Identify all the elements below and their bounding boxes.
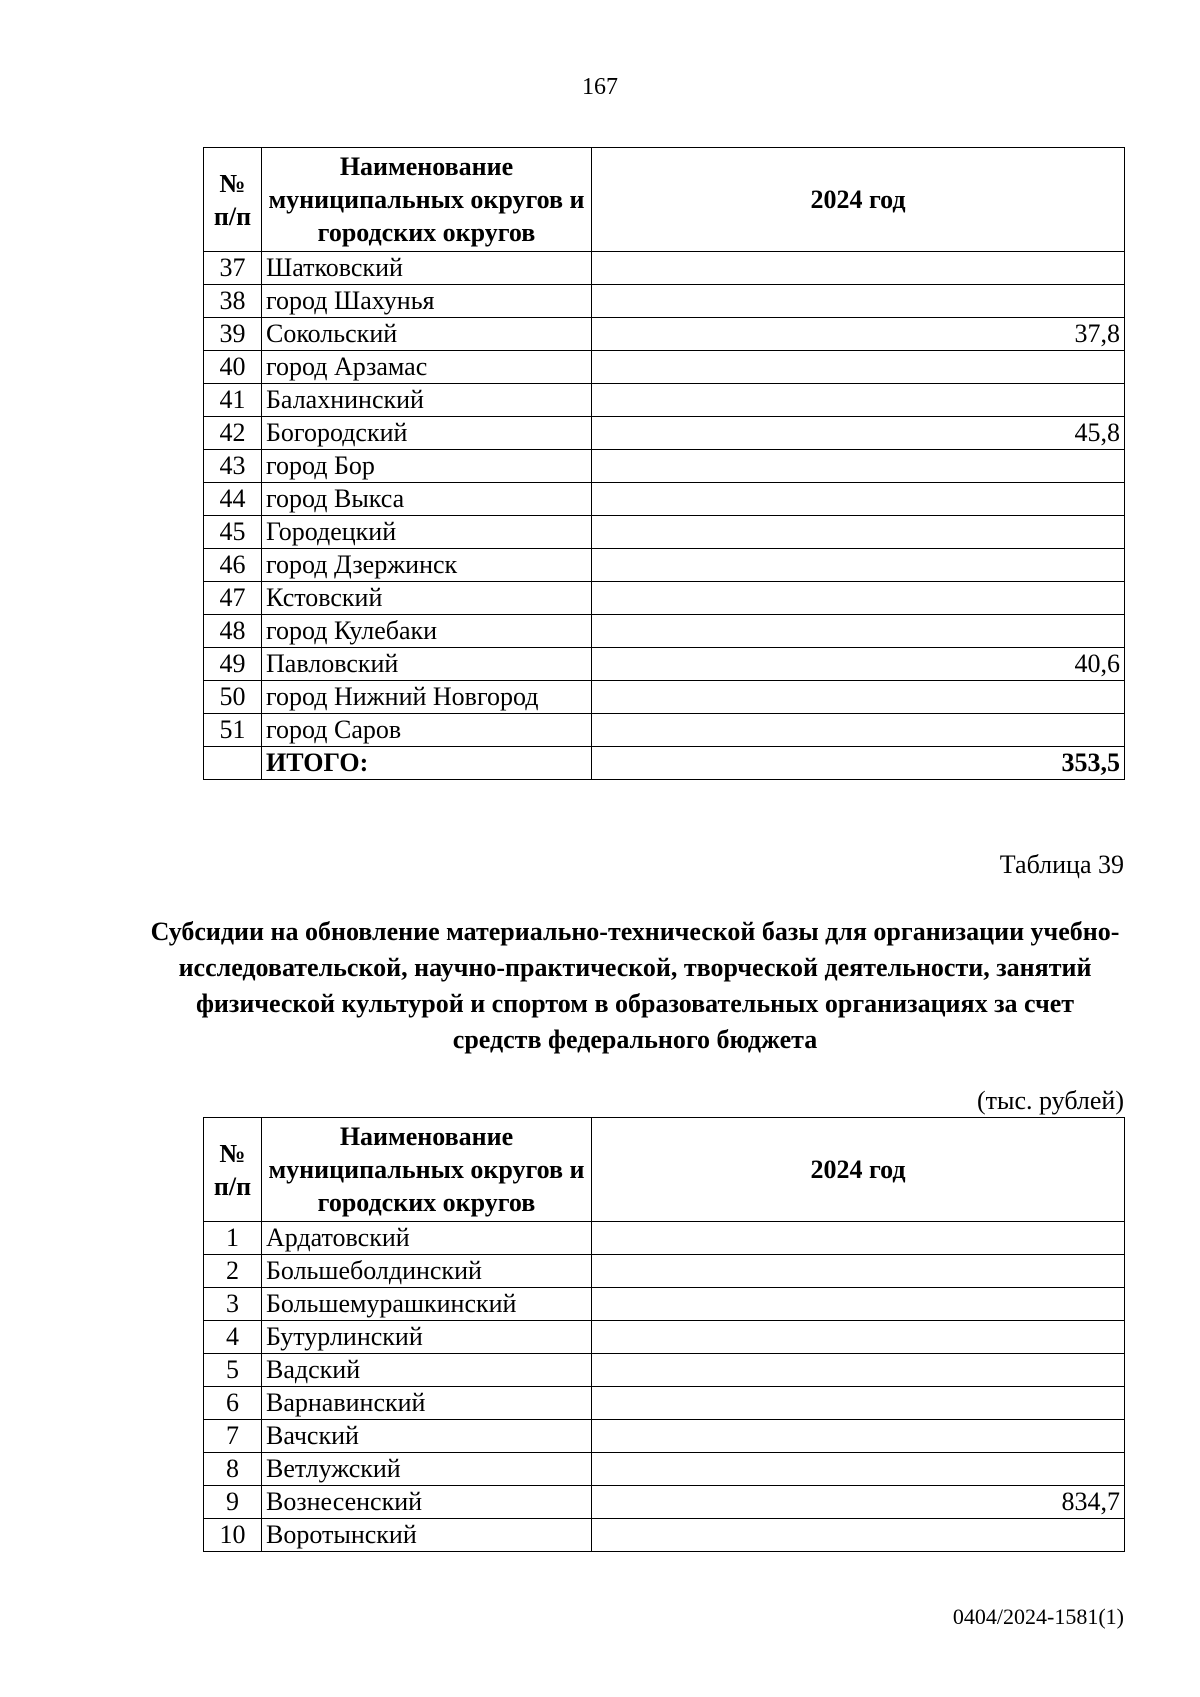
total-value: 353,5	[592, 747, 1125, 780]
row-name: город Арзамас	[262, 351, 592, 384]
row-num: 38	[204, 285, 262, 318]
row-name: Воротынский	[262, 1519, 592, 1552]
row-num: 49	[204, 648, 262, 681]
table-row	[204, 450, 1125, 483]
row-num: 44	[204, 483, 262, 516]
row-num: 1	[204, 1222, 262, 1255]
table-row	[204, 1321, 1125, 1354]
table-label: Таблица 39	[999, 850, 1124, 879]
row-name: Сокольский	[262, 318, 592, 351]
table-row	[204, 549, 1125, 582]
row-num: 46	[204, 549, 262, 582]
table-row	[204, 615, 1125, 648]
row-value	[592, 1321, 1125, 1354]
table-row	[204, 1519, 1125, 1552]
row-num: 50	[204, 681, 262, 714]
row-value	[592, 1519, 1125, 1552]
row-num: 51	[204, 714, 262, 747]
row-name: Кстовский	[262, 582, 592, 615]
row-name: Павловский	[262, 648, 592, 681]
row-value	[592, 1288, 1125, 1321]
row-name: Большемурашкинский	[262, 1288, 592, 1321]
table-row	[204, 351, 1125, 384]
header-year: 2024 год	[592, 1118, 1125, 1222]
table-row	[204, 648, 1125, 681]
row-name: Вадский	[262, 1354, 592, 1387]
row-value	[592, 1420, 1125, 1453]
row-num: 37	[204, 252, 262, 285]
row-value	[592, 384, 1125, 417]
table-row	[204, 1387, 1125, 1420]
row-value	[592, 1354, 1125, 1387]
subsidy-table	[203, 1117, 1125, 1552]
row-num: 6	[204, 1387, 262, 1420]
row-num: 42	[204, 417, 262, 450]
document-code: 0404/2024-1581(1)	[952, 1604, 1124, 1629]
table-row	[204, 1420, 1125, 1453]
table-row	[204, 1486, 1125, 1519]
table-row	[204, 318, 1125, 351]
header-year: 2024 год	[592, 148, 1125, 252]
row-num: 3	[204, 1288, 262, 1321]
row-value: 40,6	[592, 648, 1125, 681]
total-label: ИТОГО:	[262, 747, 592, 780]
row-value: 37,8	[592, 318, 1125, 351]
row-num: 9	[204, 1486, 262, 1519]
table-row	[204, 384, 1125, 417]
table-row	[204, 714, 1125, 747]
table-header-row	[204, 1118, 1125, 1222]
table-row	[204, 516, 1125, 549]
row-value	[592, 516, 1125, 549]
row-name: Городецкий	[262, 516, 592, 549]
row-name: Варнавинский	[262, 1387, 592, 1420]
row-value	[592, 1255, 1125, 1288]
row-value: 45,8	[592, 417, 1125, 450]
row-value	[592, 351, 1125, 384]
row-name: город Шахунья	[262, 285, 592, 318]
row-name: Ветлужский	[262, 1453, 592, 1486]
table-row	[204, 1288, 1125, 1321]
table-row	[204, 417, 1125, 450]
row-value	[592, 615, 1125, 648]
row-num: 4	[204, 1321, 262, 1354]
row-value	[592, 1453, 1125, 1486]
row-value	[592, 285, 1125, 318]
row-name: Балахнинский	[262, 384, 592, 417]
row-value	[592, 1387, 1125, 1420]
row-name: Богородский	[262, 417, 592, 450]
row-num: 10	[204, 1519, 262, 1552]
allocation-table-continued	[203, 147, 1125, 780]
table-row	[204, 285, 1125, 318]
row-num: 45	[204, 516, 262, 549]
header-num: № п/п	[204, 1118, 262, 1222]
row-name: Бутурлинский	[262, 1321, 592, 1354]
row-name: город Бор	[262, 450, 592, 483]
row-value	[592, 450, 1125, 483]
table-row	[204, 252, 1125, 285]
row-value	[592, 549, 1125, 582]
row-num: 41	[204, 384, 262, 417]
row-name: Вачский	[262, 1420, 592, 1453]
units-label: (тыс. рублей)	[976, 1086, 1124, 1115]
table-row	[204, 1255, 1125, 1288]
header-name: Наименование муниципальных округов и городских округов	[262, 148, 592, 252]
row-num: 40	[204, 351, 262, 384]
row-name: город Кулебаки	[262, 615, 592, 648]
row-value	[592, 1222, 1125, 1255]
header-num: № п/п	[204, 148, 262, 252]
row-name: город Дзержинск	[262, 549, 592, 582]
row-num: 7	[204, 1420, 262, 1453]
total-num-cell	[204, 747, 262, 780]
table-row	[204, 1222, 1125, 1255]
table-row	[204, 681, 1125, 714]
row-num: 39	[204, 318, 262, 351]
row-value	[592, 252, 1125, 285]
row-value	[592, 483, 1125, 516]
table-row	[204, 582, 1125, 615]
row-num: 8	[204, 1453, 262, 1486]
row-num: 2	[204, 1255, 262, 1288]
row-num: 47	[204, 582, 262, 615]
row-name: город Выкса	[262, 483, 592, 516]
table-row	[204, 1354, 1125, 1387]
table-row	[204, 483, 1125, 516]
row-name: Большеболдинский	[262, 1255, 592, 1288]
row-name: Шатковский	[262, 252, 592, 285]
row-name: город Нижний Новгород	[262, 681, 592, 714]
section-title: Субсидии на обновление материально-технической базы для организации учебно-исследовательской, научно-практической, творческой деятельности, занятий физической культурой и спортом в образовательных организациях за счет средств федерального бюджета	[150, 917, 1120, 1054]
row-num: 43	[204, 450, 262, 483]
total-row	[204, 747, 1125, 780]
page-number: 167	[582, 74, 618, 100]
row-value: 834,7	[592, 1486, 1125, 1519]
row-num: 5	[204, 1354, 262, 1387]
header-name: Наименование муниципальных округов и городских округов	[262, 1118, 592, 1222]
row-value	[592, 714, 1125, 747]
row-name: город Саров	[262, 714, 592, 747]
table-row	[204, 1453, 1125, 1486]
row-value	[592, 681, 1125, 714]
row-num: 48	[204, 615, 262, 648]
table-header-row	[204, 148, 1125, 252]
row-value	[592, 582, 1125, 615]
row-name: Ардатовский	[262, 1222, 592, 1255]
row-name: Вознесенский	[262, 1486, 592, 1519]
